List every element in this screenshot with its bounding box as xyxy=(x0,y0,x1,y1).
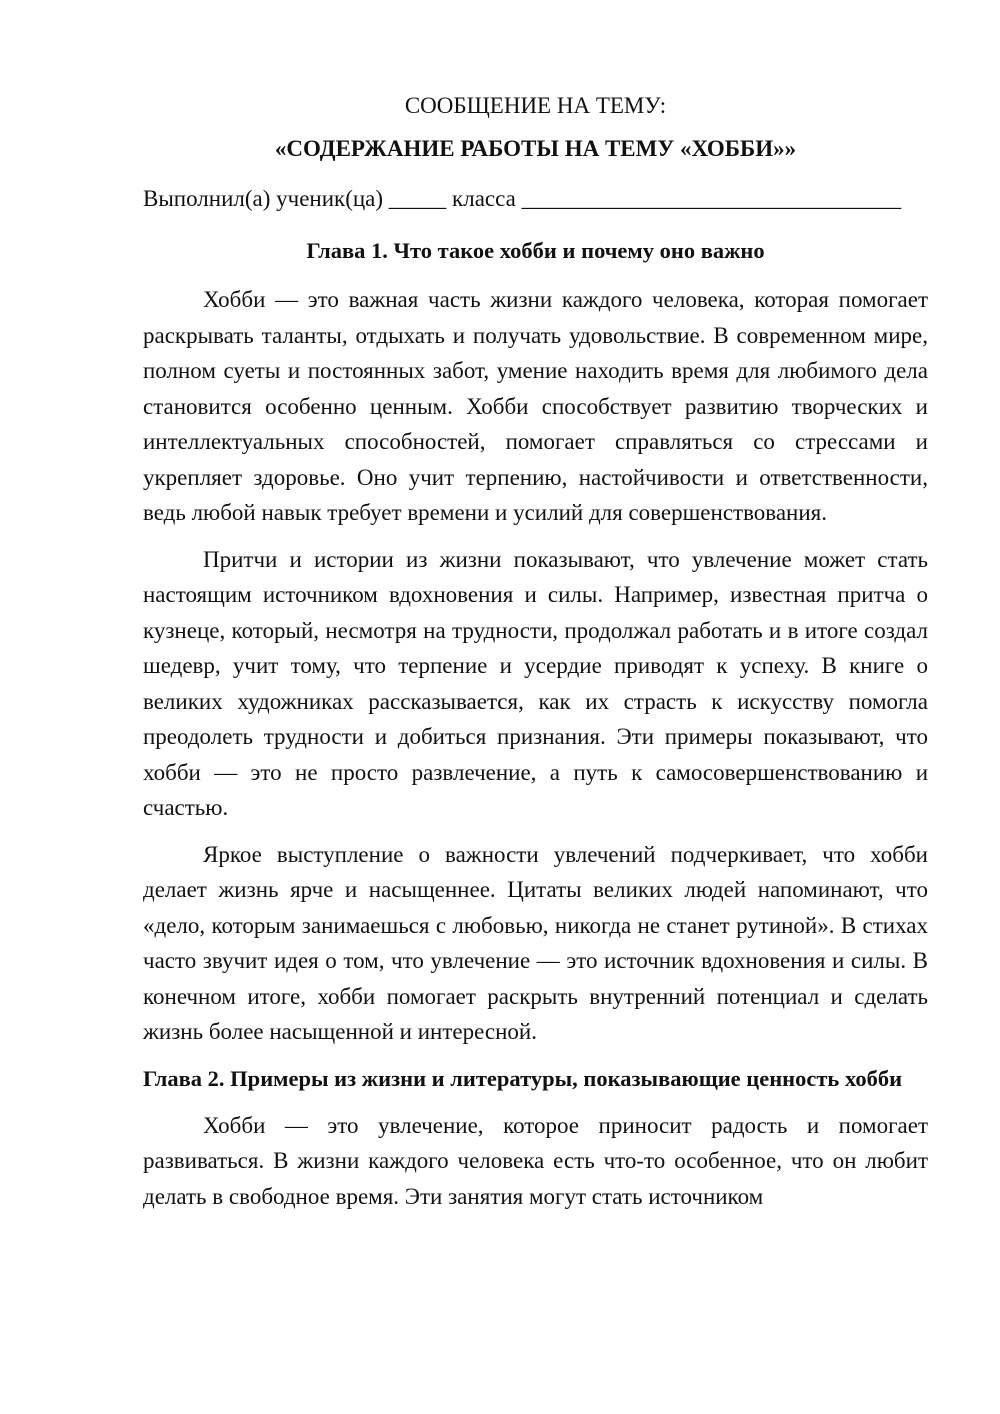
chapter-2-paragraph-1: Хобби — это увлечение, которое приносит радость и помогает развиваться. В жизни каждого человека есть что-то особенное, что он любит делать в свободное время. Эти занятия могут стать источником xyxy=(143,1112,928,1209)
chapter-2-heading: Глава 2. Примеры из жизни и литературы, показывающие ценность хобби xyxy=(143,1065,903,1091)
document-subtitle: «СОДЕРЖАНИЕ РАБОТЫ НА ТЕМУ «ХОББИ»» xyxy=(274,136,797,161)
chapter-1-paragraph-3: Яркое выступление о важности увлечений подчеркивает, что хобби делает жизнь ярче и насыщеннее. Цитаты великих людей напоминают, что «дело, которым занимаешься с любовью, никогда не станет рутиной». В стихах часто звучит идея о том, что увлечение — это источник вдохновения и силы. В конечном итоге, хобби помогает раскрыть внутренний потенциал и сделать жизнь более насыщенной и интересной. xyxy=(143,841,928,1044)
document-page xyxy=(143,88,928,1214)
chapter-1-paragraph-1: Хобби — это важная часть жизни каждого человека, которая помогает раскрывать таланты, отдыхать и получать удовольствие. В современном мире, полном суеты и постоянных забот, умение находить время для любимого дела становится особенно ценным. Хобби способствует развитию творческих и интеллектуальных способностей, помогает справляться со стрессами и укрепляет здоровье. Оно учит терпению, настойчивости и ответственности, ведь любой навык требует времени и усилий для совершенствования. xyxy=(143,287,928,525)
author-line: Выполнил(а) ученик(ца) _____ класса _________________________________ xyxy=(143,186,902,211)
chapter-1-paragraph-2: Притчи и истории из жизни показывают, что увлечение может стать настоящим источником вдохновения и силы. Например, известная притча о кузнеце, который, несмотря на трудности, продолжал работать и в итоге создал шедевр, учит тому, что терпение и усердие приводят к успеху. В книге о великих художниках рассказывается, как их страсть к искусству помогла преодолеть трудности и добиться признания. Эти примеры показывают, что хобби — это не просто развлечение, а путь к самосовершенствованию и счастью. xyxy=(143,546,928,820)
document-title: СООБЩЕНИЕ НА ТЕМУ: xyxy=(404,93,667,118)
chapter-1-heading: Глава 1. Что такое хобби и почему оно важно xyxy=(306,238,765,263)
